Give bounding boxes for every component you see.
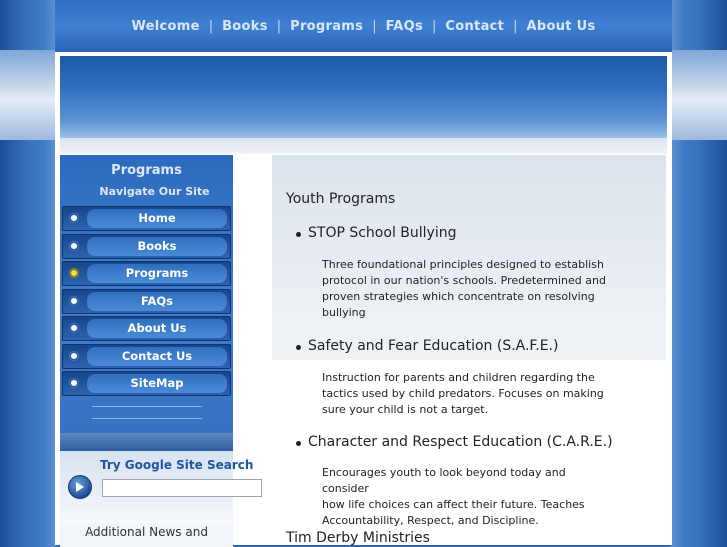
sidebar-band <box>60 433 233 451</box>
sidebar-subtitle: Navigate Our Site <box>99 185 210 198</box>
sidebar-title: Programs <box>111 163 182 178</box>
description-line: Instruction for parents and children regarding the <box>322 371 595 384</box>
nav-faqs[interactable]: FAQs <box>385 18 424 34</box>
main-content <box>272 155 666 545</box>
nav-welcome[interactable]: Welcome <box>131 18 200 34</box>
header-banner <box>60 56 667 138</box>
nav-separator: | <box>208 18 214 34</box>
program-title: Character and Respect Education (C.A.R.E.) <box>308 434 613 450</box>
search-go-icon[interactable] <box>68 475 92 499</box>
radio-bullet-icon <box>69 213 79 223</box>
search-title: Try Google Site Search <box>100 458 254 472</box>
divider <box>92 418 202 419</box>
description-line: sure your child is not a target. <box>322 403 489 416</box>
divider <box>92 406 202 407</box>
description-line: Encourages youth to look beyond today and consider <box>322 466 566 495</box>
nav-separator: | <box>276 18 282 34</box>
news-box <box>60 523 233 547</box>
program-title: STOP School Bullying <box>308 225 457 241</box>
section-title: Youth Programs <box>286 191 396 207</box>
sidebar-item-label: About Us <box>127 321 187 335</box>
nav-about-us[interactable]: About Us <box>526 18 596 34</box>
sidebar-item-label: Contact Us <box>121 348 193 363</box>
sidebar-item-label: FAQs <box>140 293 174 308</box>
program-description <box>322 370 612 418</box>
nav-separator: | <box>432 18 437 34</box>
sidebar-item-programs[interactable] <box>62 261 231 286</box>
description-line: proven strategies which concentrate on resolving <box>322 290 595 303</box>
nav-separator: | <box>513 18 518 34</box>
nav-separator: | <box>372 18 377 34</box>
radio-bullet-icon <box>69 241 79 251</box>
sidebar-item-sitemap[interactable] <box>62 371 231 396</box>
description-line: Three foundational principles designed to establish <box>322 258 604 271</box>
radio-bullet-icon <box>69 378 79 388</box>
description-line: bullying <box>322 306 366 319</box>
description-line: Accountability, Respect, and Discipline. <box>322 514 539 527</box>
news-text: Additional News and <box>85 525 208 539</box>
radio-bullet-active-icon <box>69 268 79 278</box>
description-line: how life choices can affect their future. Teaches <box>322 498 585 511</box>
radio-bullet-icon <box>69 296 79 306</box>
sidebar-item-contact-us[interactable] <box>62 344 231 369</box>
sidebar-item-label: Programs <box>125 266 189 280</box>
radio-bullet-icon <box>69 323 79 333</box>
left-side-decoration <box>0 50 56 140</box>
nav-programs[interactable]: Programs <box>290 18 364 34</box>
program-description <box>322 257 612 321</box>
right-side-decoration <box>671 50 727 140</box>
section-title: Tim Derby Ministries <box>286 530 430 546</box>
description-line: tactics used by child predators. Focuses on making <box>322 387 604 400</box>
description-line: protocol in our nation's schools. Predetermined and <box>322 274 606 287</box>
site-search-box <box>60 451 254 523</box>
sidebar-item-about-us[interactable] <box>62 316 231 341</box>
sidebar-item-label: Home <box>138 211 176 225</box>
sidebar-menu <box>60 206 233 396</box>
nav-books[interactable]: Books <box>222 18 268 34</box>
sidebar-divider-lines <box>92 406 202 419</box>
sidebar-item-label: Books <box>137 238 177 253</box>
nav-contact[interactable]: Contact <box>445 18 505 34</box>
sidebar-item-home[interactable] <box>62 206 231 231</box>
sidebar <box>60 155 254 545</box>
top-navigation <box>55 0 672 55</box>
radio-bullet-icon <box>69 351 79 361</box>
sidebar-item-books[interactable] <box>62 234 231 259</box>
program-title: Safety and Fear Education (S.A.F.E.) <box>308 338 559 354</box>
program-description <box>322 465 612 529</box>
sidebar-item-faqs[interactable] <box>62 289 231 314</box>
banner-strip <box>60 138 667 154</box>
search-input[interactable] <box>102 479 262 497</box>
sidebar-item-label: SiteMap <box>130 376 184 390</box>
page-frame <box>55 0 672 545</box>
